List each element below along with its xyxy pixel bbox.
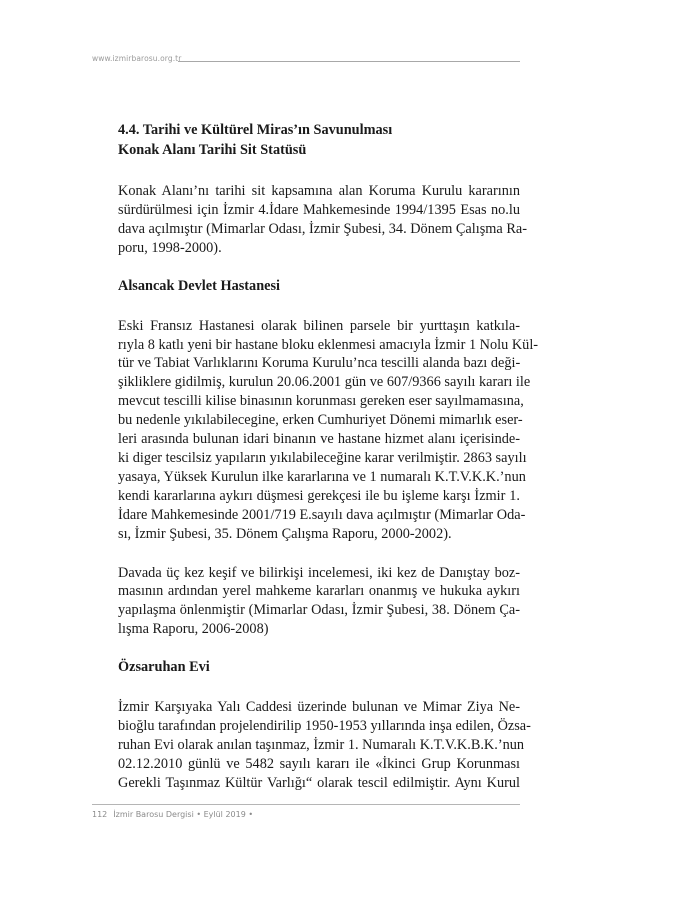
text-line: yasaya, Yüksek Kurulun ilke kararlarına ve 1 numaralı K.T.V.K.K.’nun <box>118 468 526 485</box>
text-line: ruhan Evi olarak anılan taşınmaz, İzmir 1. Numaralı K.T.V.K.B.K.’nun <box>118 736 525 753</box>
text-line: yapılaşma önlenmiştir (Mimarlar Odası, İzmir Şubesi, 38. Dönem Ça- <box>118 602 520 619</box>
text-line: sı, İzmir Şubesi, 35. Dönem Çalışma Raporu, 2000-2002). <box>118 525 452 542</box>
section-subtitle: Konak Alanı Tarihi Sit Statüsü <box>118 142 307 158</box>
text-line: bu nedenle yıkılabilecegine, erken Cumhuriyet Dönemi mimarlık eser- <box>118 412 523 429</box>
text-line: Konak Alanı’nı tarihi sit kapsamına alan Koruma Kurulu kararının <box>118 183 520 199</box>
text-line: rıyla 8 katlı yeni bir hastane bloku eklenmesi amacıyla İzmir 1 Nolu Kül- <box>118 336 539 353</box>
text-line: şikliklere gidilmiş, kurulun 20.06.2001 gün ve 607/9366 sayılı kararı ile <box>118 374 531 391</box>
paragraph-ozsaruhan <box>118 698 531 793</box>
page-footer <box>92 810 253 819</box>
text-line: masının ardından yerel mahkeme kararları onanmış ve hukuka aykırı <box>118 583 520 600</box>
paragraph-davada <box>118 564 520 640</box>
paragraph-alsancak <box>118 317 539 544</box>
text-line: dava açılmıştır (Mimarlar Odası, İzmir Şubesi, 34. Dönem Çalışma Ra- <box>118 220 527 237</box>
text-line: Gerekli Taşınmaz Kültür Varlığı“ olarak tescil edilmiştir. Aynı Kurul <box>118 774 520 791</box>
text-line: poru, 1998-2000). <box>118 239 222 256</box>
text-line: sürdürülmesi için İzmir 4.İdare Mahkemesinde 1994/1395 Esas no.lu <box>118 201 520 218</box>
footer-rule <box>92 804 520 805</box>
text-line: mevcut tescilli kilise binasının korunması gereken eser sayılmamasına, <box>118 393 524 410</box>
section-title: 4.4. Tarihi ve Kültürel Miras’ın Savunulması <box>118 122 393 138</box>
text-line: İzmir Karşıyaka Yalı Caddesi üzerinde bulunan ve Mimar Ziya Ne- <box>118 699 520 716</box>
page-number: 112 <box>92 810 108 819</box>
journal-name: İzmir Barosu Dergisi • Eylül 2019 • <box>113 810 254 819</box>
paragraph-konak <box>118 182 527 258</box>
text-line: kendi kararlarına aykırı düşmesi gerekçesi ile bu işleme karşı İzmir 1. <box>118 487 520 504</box>
header-url: www.izmirbarosu.org.tr <box>92 54 182 63</box>
subheading-ozsaruhan: Özsaruhan Evi <box>118 659 210 676</box>
text-line: Eski Fransız Hastanesi olarak bilinen parsele bir yurttaşın katkıla- <box>118 317 520 334</box>
text-line: leri arasında bulunan idari binanın ve hastane hizmet alanı içerisinde- <box>118 431 520 448</box>
text-line: tür ve Tabiat Varlıklarını Koruma Kurulu’nca tescilli alanda bazı deği- <box>118 355 521 372</box>
text-line: ki diger tescilsiz yapıların yıkılabileceğine karar verilmiştir. 2863 sayılı <box>118 449 527 466</box>
page-content <box>118 120 539 793</box>
text-line: İdare Mahkemesinde 2001/719 E.sayılı dava açılmıştır (Mimarlar Oda- <box>118 506 526 523</box>
header-rule <box>178 61 520 62</box>
text-line: Davada üç kez keşif ve bilirkişi incelemesi, iki kez de Danıştay boz- <box>118 564 520 581</box>
subheading-alsancak: Alsancak Devlet Hastanesi <box>118 277 281 294</box>
text-line: bioğlu tarafından projelendirilip 1950-1953 yıllarında inşa edilen, Özsa- <box>118 718 531 735</box>
text-line: lışma Raporu, 2006-2008) <box>118 621 269 638</box>
text-line: 02.12.2010 günlü ve 5482 sayılı kararı ile «İkinci Grup Korunması <box>118 755 520 772</box>
section-heading <box>118 120 520 160</box>
